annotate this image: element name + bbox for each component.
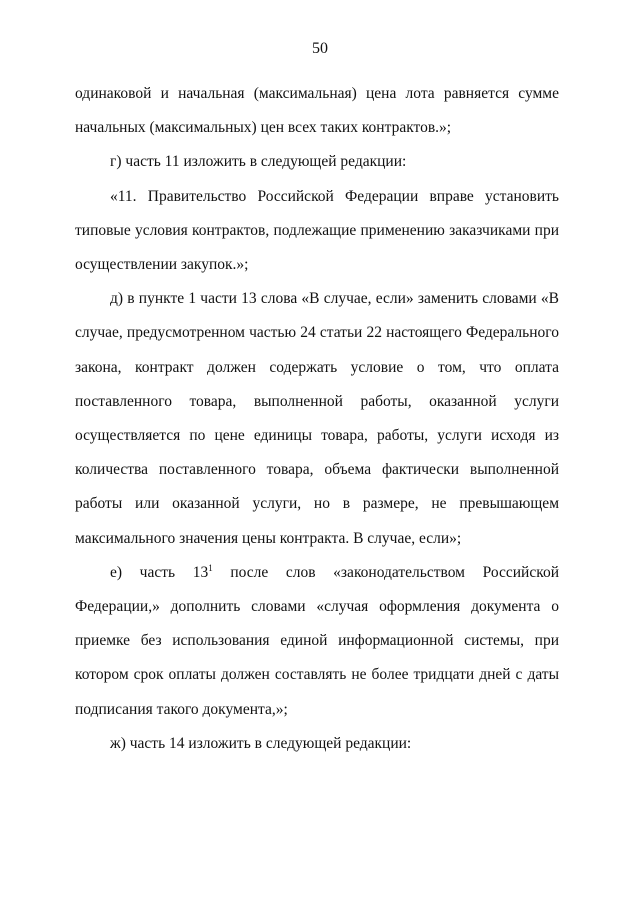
paragraph-item-g: г) часть 11 изложить в следующей редакции: bbox=[110, 153, 407, 171]
item-e-superscript: 1 bbox=[208, 562, 213, 573]
paragraph-item-e bbox=[75, 556, 559, 727]
paragraph-lot-price: одинаковой и начальная (максимальная) цена лота равняется сумме начальных (максимальных) цен всех таких контрактов.»; bbox=[75, 85, 559, 137]
item-e-lead: е) часть 13 bbox=[110, 563, 209, 581]
page-number: 50 bbox=[312, 40, 328, 57]
paragraph-part-11-text: «11. Правительство Российской Федерации вправе установить типовые условия контрактов, подлежащие применению заказчиками при осуществлении закупок.»; bbox=[75, 187, 559, 274]
document-body bbox=[75, 77, 559, 761]
paragraph-item-zh: ж) часть 14 изложить в следующей редакции: bbox=[110, 734, 412, 752]
paragraph-item-d: д) в пункте 1 части 13 слова «В случае, если» заменить словами «В случае, предусмотренном частью 24 статьи 22 настоящего Федерального закона, контракт должен содержать условие о том, что оплата поставленного товара, выполненной работы, оказанной услуги осуществляется по цене единицы товара, работы, услуги исходя из количества поставленного товара, объема фактически выполненной работы или оказанной услуги, но в размере, не превышающем максимального значения цены контракта. В случае, если»; bbox=[75, 290, 559, 547]
item-e-rest: после слов «законодательством Российской Федерации,» дополнить словами «случая оформления документа о приемке без использования единой информационной системы, при котором срок оплаты должен составлять не более тридцати дней с даты подписания такого документа,»; bbox=[75, 563, 559, 718]
